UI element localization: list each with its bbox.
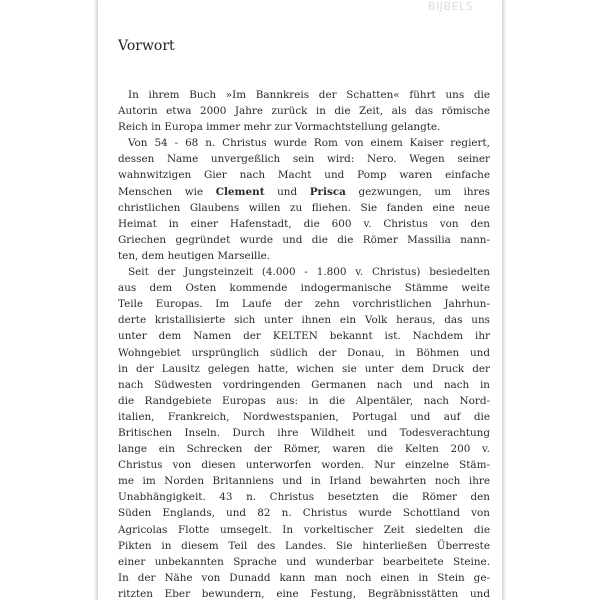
text-line: Von 54 - 68 n. Christus wurde Rom von einem Kaiser regiert, <box>128 137 490 150</box>
text-line: In ihrem Buch »Im Bannkreis der Schatten« führt uns die <box>128 89 490 101</box>
text-line: Reich in Europa immer mehr zur Vormachtstellung gelangte. <box>118 121 441 134</box>
text-line: die Randgebiete Europas aus: in die Alpentäler, nach Nord- <box>118 394 490 407</box>
text-line: Heimat in einer Hafenstadt, die 600 v. Christus von den <box>118 217 490 230</box>
text-line: wahnwitzigen Gier nach Macht und Pomp waren einfache <box>118 169 490 182</box>
text-line: dessen Name unvergeßlich sein wird: Nero. Wegen seiner <box>118 153 490 166</box>
text-line: Wohngebiet ursprünglich südlich der Donau, in Böhmen und <box>118 346 490 359</box>
text-line: italien, Frankreich, Nordwestspanien, Portugal und auf die <box>118 410 490 423</box>
body-text <box>118 87 490 600</box>
text-line: Autorin etwa 2000 Jahre zurück in die Zeit, als das römische <box>118 105 490 118</box>
text-line: in der Lausitz gelegen hatte, wichen sie unter dem Druck der <box>118 362 490 375</box>
text-line: christlichen Glaubens willen zu fliehen. Sie fanden eine neue <box>118 201 490 214</box>
character-name: Clement <box>215 185 265 198</box>
text-line: unter dem Namen der KELTEN bekannt ist. Nachdem ihr <box>118 330 490 343</box>
text-line: Unabhängigkeit. 43 n. Christus besetzten die Römer den <box>118 491 490 504</box>
text-line: derte kristallisierte sich unter ihnen ein Volk heraus, das uns <box>118 314 490 327</box>
character-name: Prisca <box>309 185 346 198</box>
text-line: Britischen Inseln. Durch ihre Wildheit und Todesverachtung <box>118 426 490 439</box>
text-line: Teile Europas. Im Laufe der zehn vorchristlichen Jahrhun- <box>118 298 490 311</box>
text-line: Christus von diesen unterworfen worden. Nur einzelne Stäm- <box>118 459 490 472</box>
watermark: BIJBELS <box>428 0 474 13</box>
text-line: ritzten Eber bewundern, eine Festung, Begräbnisstätten und <box>118 587 490 600</box>
text-line: Süden Englands, und 82 n. Christus wurde Schottland von <box>118 507 490 520</box>
page-heading: Vorwort <box>118 38 175 54</box>
text-line: nach Südwesten vordringenden Germanen nach und nach in <box>118 378 490 391</box>
text-line: me im Norden Britanniens und in Irland bewahrten noch ihre <box>118 475 490 488</box>
text-line: Agricolas Flotte umsegelt. In vorkeltischer Zeit siedelten die <box>118 523 490 536</box>
text-line: Griechen gegründet wurde und die die Römer Massilia nann- <box>118 233 490 246</box>
text-line: einer unbekannten Sprache und wunderbar bearbeitete Steine. <box>118 555 490 568</box>
book-page <box>98 0 502 600</box>
text-line: lange ein Schrecken der Römer, waren die Kelten 200 v. <box>118 443 490 456</box>
text-line: In der Nähe von Dunadd kann man noch einen in Stein ge- <box>118 571 490 584</box>
text-line: aus dem Osten kommende indogermanische Stämme weite <box>118 282 490 295</box>
text-line: Pikten in diesem Teil des Landes. Sie hinterließen Überreste <box>118 539 490 552</box>
text-line: ten, dem heutigen Marseille. <box>118 249 271 262</box>
text-line: Menschen wie Clement und Prisca gezwungen, um ihres <box>118 185 490 198</box>
text-line: Seit der Jungsteinzeit (4.000 - 1.800 v. Christus) besiedelten <box>128 266 490 279</box>
